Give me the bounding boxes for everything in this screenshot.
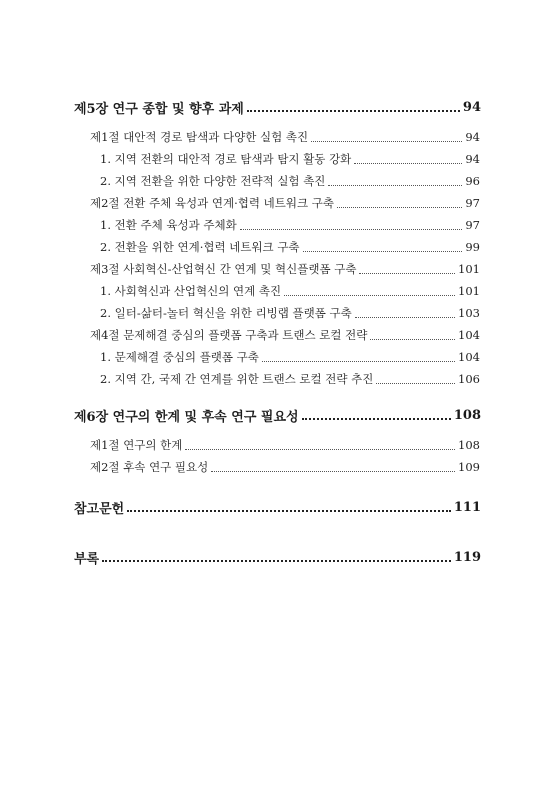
toc-section-5-3[interactable]: [0, 257, 480, 281]
toc-label: 1. 지역 전환의 대안적 경로 탐색과 탐지 활동 강화: [100, 152, 352, 166]
leader-dots: [337, 207, 462, 208]
leader-dots: [102, 560, 451, 562]
toc-page-number: 99: [465, 240, 480, 254]
toc-label: 제1절 대안적 경로 탐색과 다양한 실험 촉진: [90, 130, 309, 144]
toc-item-5-2-1[interactable]: [0, 213, 480, 237]
toc-page-number: 97: [465, 196, 480, 210]
toc-item-5-4-2[interactable]: [0, 367, 480, 391]
toc-label: 제5장 연구 종합 및 향후 과제: [74, 101, 244, 117]
toc-label: 제2절 후속 연구 필요성: [90, 460, 209, 474]
toc-section-5-2[interactable]: [0, 191, 480, 215]
toc-label: 2. 전환을 위한 연계·협력 네트워크 구축: [100, 240, 300, 254]
toc-label: 1. 사회혁신과 산업혁신의 연계 촉진: [100, 284, 282, 298]
leader-dots: [185, 449, 455, 450]
toc-section-5-4[interactable]: [0, 323, 480, 347]
leader-dots: [370, 339, 455, 340]
toc-label: 2. 지역 전환을 위한 다양한 전략적 실험 촉진: [100, 174, 326, 188]
toc-page-number: 104: [458, 328, 480, 342]
toc-references[interactable]: [0, 495, 481, 519]
leader-dots: [240, 229, 463, 230]
toc-page-number: 109: [458, 460, 480, 474]
leader-dots: [284, 295, 455, 296]
leader-dots: [359, 273, 455, 274]
toc-item-5-4-1[interactable]: [0, 345, 480, 369]
leader-dots: [354, 163, 462, 164]
toc-page-number: 101: [458, 284, 480, 298]
toc-page-number: 97: [465, 218, 480, 232]
toc-label: 1. 문제해결 중심의 플랫폼 구축: [100, 350, 259, 364]
leader-dots: [376, 383, 455, 384]
toc-page-number: 103: [458, 306, 480, 320]
leader-dots: [328, 185, 462, 186]
toc-item-5-1-2[interactable]: [0, 169, 480, 193]
toc-page-number: 108: [458, 438, 480, 452]
leader-dots: [262, 361, 455, 362]
toc-page-number: 106: [458, 372, 480, 386]
leader-dots: [247, 110, 460, 112]
toc-label: 참고문헌: [74, 501, 125, 517]
toc-section-6-2[interactable]: [0, 455, 480, 479]
toc-label: 제4절 문제해결 중심의 플랫폼 구축과 트랜스 로컬 전략: [90, 328, 368, 342]
toc-chapter-5[interactable]: [0, 95, 481, 119]
toc-label: 제1절 연구의 한계: [90, 438, 183, 452]
toc-page-number: 104: [458, 350, 480, 364]
toc-item-5-2-2[interactable]: [0, 235, 480, 259]
toc-item-5-3-2[interactable]: [0, 301, 480, 325]
toc-page-number: 108: [453, 407, 481, 423]
toc-section-5-1[interactable]: [0, 125, 480, 149]
toc-page-number: 94: [465, 152, 480, 166]
toc-label: 2. 일터-삶터-놀터 혁신을 위한 리빙랩 플랫폼 구축: [100, 306, 352, 320]
leader-dots: [303, 251, 463, 252]
toc-label: 제2절 전환 주체 육성과 연계·협력 네트워크 구축: [90, 196, 334, 210]
toc-item-5-1-1[interactable]: [0, 147, 480, 171]
toc-appendix[interactable]: [0, 545, 481, 569]
toc-label: 2. 지역 간, 국제 간 연계를 위한 트랜스 로컬 전략 추진: [100, 372, 374, 386]
toc-page-number: 96: [465, 174, 480, 188]
toc-label: 제6장 연구의 한계 및 후속 연구 필요성: [74, 409, 299, 425]
toc-chapter-6[interactable]: [0, 403, 481, 427]
toc-page-number: 94: [462, 99, 481, 115]
toc-page-number: 119: [453, 549, 481, 565]
toc-page-number: 101: [458, 262, 480, 276]
leader-dots: [355, 317, 455, 318]
leader-dots: [127, 510, 451, 512]
leader-dots: [302, 418, 451, 420]
toc-page-number: 111: [453, 499, 481, 515]
toc-section-6-1[interactable]: [0, 433, 480, 457]
toc-label: 부록: [74, 551, 100, 567]
leader-dots: [211, 471, 455, 472]
toc-page-number: 94: [465, 130, 480, 144]
toc-label: 제3절 사회혁신-산업혁신 간 연계 및 혁신플랫폼 구축: [90, 262, 357, 276]
toc-label: 1. 전환 주체 육성과 주체화: [100, 218, 237, 232]
leader-dots: [311, 141, 462, 142]
toc-item-5-3-1[interactable]: [0, 279, 480, 303]
